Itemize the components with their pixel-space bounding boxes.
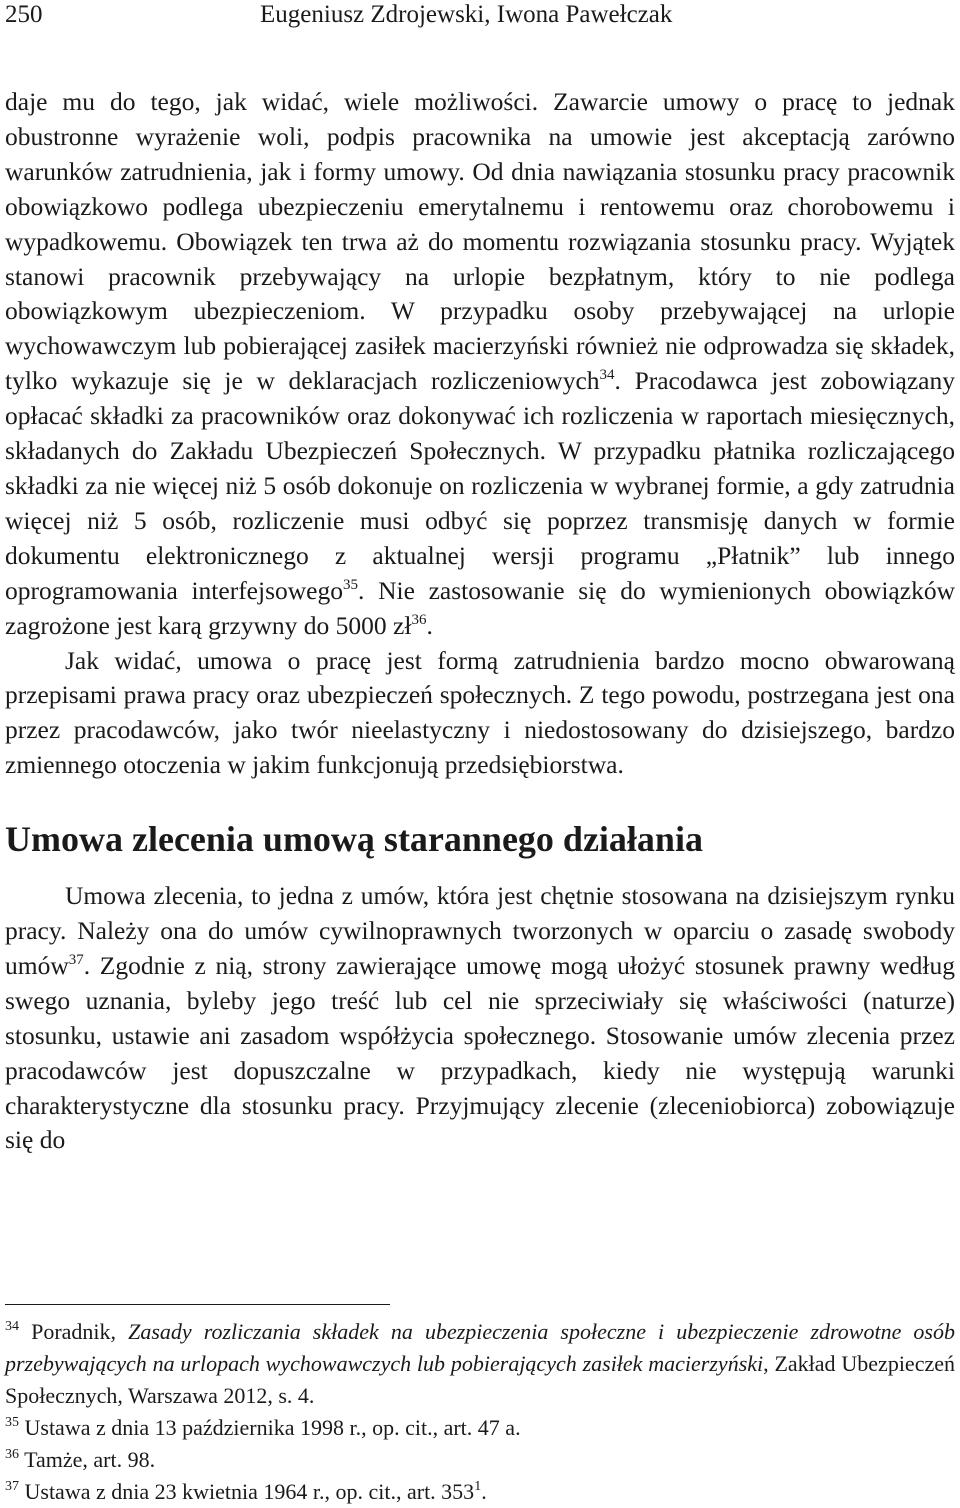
section-heading: Umowa zlecenia umową starannego działania [5,819,703,860]
footnote-36 [5,1444,955,1476]
paragraph-1-text-d: . [426,610,433,640]
footnote-number: 37 [5,1479,19,1494]
running-head-authors: Eugeniusz Zdrojewski, Iwona Pawełczak [260,1,673,28]
footnote-text: Poradnik, [19,1319,129,1344]
footnote-text: Tamże, art. 98. [19,1447,156,1472]
paragraph-1 [5,85,955,644]
footnote-number: 35 [5,1415,19,1430]
paragraph-3-text-b: . Zgodnie z nią, strony zawierające umowę mogą ułożyć stosunek prawny według swego uznania, byleby jego treść lub cel nie sprzeciwiały się właściwości (naturze) stosunku, ustawie ani zasadom współżycia społecznego. Stosowanie umów zlecenia przez pracodawców jest dopuszczalne w przypadkach, kiedy nie występują warunki charakterystyczne dla stosunku pracy. Przyjmujący zlecenie (zleceniobiorca) zobowiązuje się do [5,950,955,1155]
paragraph-3-text-a: Umowa zlecenia, to jedna z umów, która jest chętnie stosowana na dzisiejszym rynku pracy. Należy ona do umów cywilnoprawnych tworzonych w oparciu o zasadę swobody umów [5,881,955,980]
paragraph-1-text-c: . Nie zastosowanie się do wymienionych obowiązków zagrożone jest karą grzywny do 5000 zł [5,575,955,640]
footnote-text-end: . [481,1479,487,1504]
paragraph-1-text-a: daje mu do tego, jak widać, wiele możliwości. Zawarcie umowy o pracę to jednak obustronne wyrażenie woli, podpis pracownika na umowie jest akceptacją zarówno warunków zatrudnienia, jak i formy umowy. Od dnia nawiązania stosunku pracy pracownik obowiązkowo podlega ubezpieczeniu emerytalnemu i rentowemu oraz chorobowemu i wypadkowemu. Obowiązek ten trwa aż do momentu rozwiązania stosunku pracy. Wyjątek stanowi pracownik przebywający na urlopie bezpłatnym, który to nie podlega obowiązkowym ubezpieczeniom. W przypadku osoby przebywającej na urlopie wychowawczym lub pobierającej zasiłek macierzyński również nie odprowadza się składek, tylko wykazuje się je w deklaracjach rozliczeniowych [5,87,955,396]
footnote-ref-35[interactable]: 35 [343,576,358,593]
page-header [5,0,955,30]
page-number: 250 [5,1,43,28]
footnote-37 [5,1476,955,1508]
paragraph-3 [5,879,955,1158]
footnote-separator [5,1304,390,1305]
footnote-ref-36[interactable]: 36 [411,611,427,628]
main-text [5,85,955,1158]
footnote-ref-34[interactable]: 34 [599,367,615,384]
footnote-italic-title: Zasady rozliczania składek na ubezpieczenia społeczne i ubezpieczenie zdrowotne osób przebywających na urlopach wychowawczych lub pobierających zasiłek macierzyński [5,1319,955,1376]
footnote-text: Ustawa z dnia 23 kwietnia 1964 r., op. cit., art. 353 [19,1479,475,1504]
footnote-number: 36 [5,1447,19,1462]
footnote-number: 34 [5,1319,19,1334]
footnotes [5,1316,955,1508]
footnote-34 [5,1316,955,1412]
footnote-text: Ustawa z dnia 13 października 1998 r., op. cit., art. 47 a. [19,1415,521,1440]
paragraph-2: Jak widać, umowa o pracę jest formą zatrudnienia bardzo mocno obwarowaną przepisami prawa pracy oraz ubezpieczeń społecznych. Z tego powodu, postrzegana jest ona przez pracodawców, jako twór nieelastyczny i niedostosowany do dzisiejszego, bardzo zmiennego otoczenia w jakim funkcjonują przedsiębiorstwa. [5,645,955,780]
footnote-ref-37[interactable]: 37 [68,951,84,968]
paragraph-1-text-b: . Pracodawca jest zobowiązany opłacać składki za pracowników oraz dokonywać ich rozliczenia w raportach miesięcznych, składanych do Zakładu Ubezpieczeń Społecznych. W przypadku płatnika rozliczającego składki za nie więcej niż 5 osób dokonuje on rozliczenia w wybranej formie, a gdy zatrudnia więcej niż 5 osób, rozliczenie musi odbyć się poprzez transmisję danych w formie dokumentu elektronicznego z aktualnej wersji programu „Płatnik” lub innego oprogramowania interfejsowego [5,366,955,605]
footnote-35 [5,1412,955,1444]
footnote-superscript: 1 [474,1479,482,1494]
footnote-text: , Zakład Ubezpieczeń Społecznych, Warszawa 2012, s. 4. [5,1351,955,1408]
